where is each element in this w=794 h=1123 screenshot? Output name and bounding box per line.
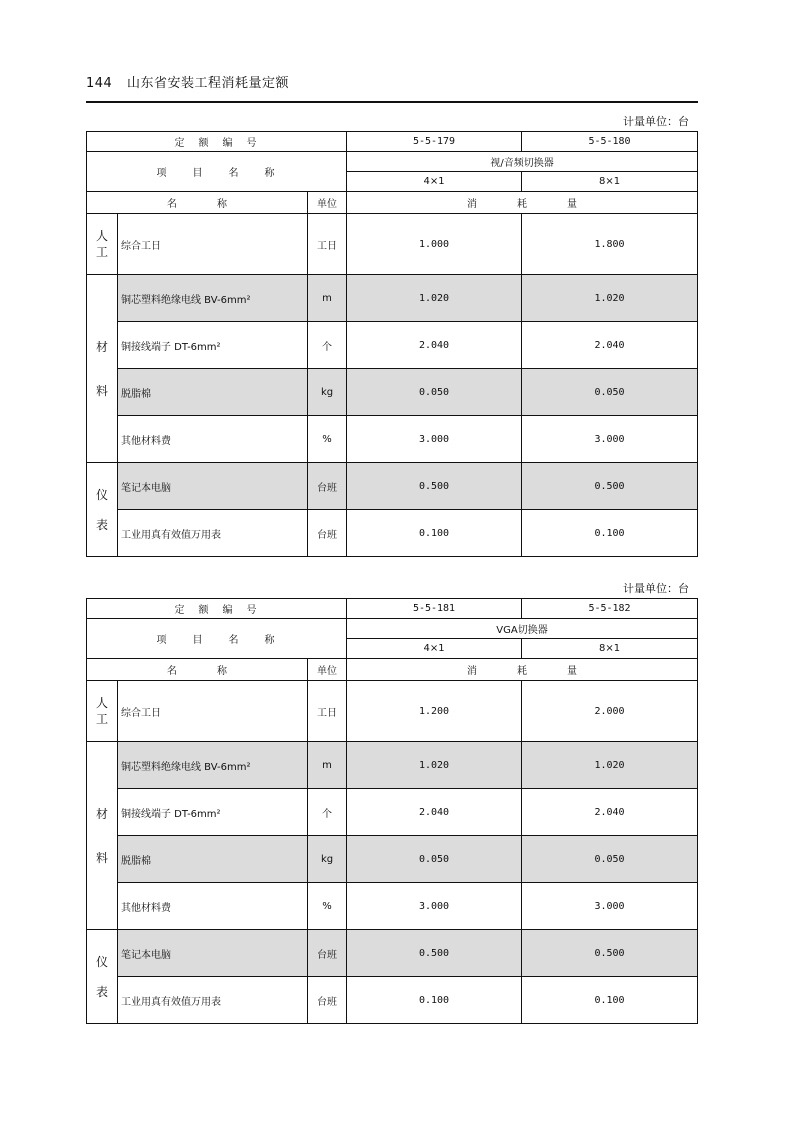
category-char: 工 xyxy=(95,712,108,726)
row-value: 0.100 xyxy=(522,977,698,1024)
row-name: 其他材料费 xyxy=(118,883,308,930)
quota-code: 5-5-182 xyxy=(522,599,698,619)
row-value: 1.020 xyxy=(347,275,522,322)
row-value: 0.050 xyxy=(522,369,698,416)
unit-label: 计量单位：台 xyxy=(623,115,689,128)
name-col-header: 名 称 xyxy=(87,192,308,214)
row-value: 1.200 xyxy=(347,681,522,742)
row-name: 铜芯塑料绝缘电线 BV-6mm² xyxy=(118,742,308,789)
row-name: 铜接线端子 DT-6mm² xyxy=(118,789,308,836)
unit-label: 计量单位：台 xyxy=(623,582,689,595)
page-number: 144 xyxy=(86,76,113,91)
consumption-col-header: 消 耗 量 xyxy=(347,192,698,214)
header-rule xyxy=(86,101,698,103)
page-header xyxy=(86,72,289,91)
row-value: 0.050 xyxy=(347,836,522,883)
row-value: 3.000 xyxy=(347,416,522,463)
spec: 4×1 xyxy=(347,172,522,192)
category-labor xyxy=(87,681,118,742)
category-char: 人 xyxy=(95,229,108,243)
row-unit: 台班 xyxy=(308,463,347,510)
category-char: 人 xyxy=(95,696,108,710)
quota-code: 5-5-179 xyxy=(347,132,522,152)
row-unit: 台班 xyxy=(308,510,347,557)
row-value: 3.000 xyxy=(347,883,522,930)
category-char: 表 xyxy=(95,984,108,999)
spec: 4×1 xyxy=(347,639,522,659)
category-labor xyxy=(87,214,118,275)
row-unit: m xyxy=(308,275,347,322)
row-name: 脱脂棉 xyxy=(118,369,308,416)
category-char: 仪 xyxy=(95,487,108,502)
row-value: 0.100 xyxy=(347,510,522,557)
row-name: 脱脂棉 xyxy=(118,836,308,883)
quota-number-label: 定 额 编 号 xyxy=(87,132,347,152)
quota-number-label: 定 额 编 号 xyxy=(87,599,347,619)
category-char: 表 xyxy=(95,517,108,532)
row-unit: % xyxy=(308,883,347,930)
row-name: 铜芯塑料绝缘电线 BV-6mm² xyxy=(118,275,308,322)
row-unit: kg xyxy=(308,369,347,416)
category-instrument xyxy=(87,463,118,557)
row-value: 3.000 xyxy=(522,416,698,463)
row-unit: kg xyxy=(308,836,347,883)
name-col-header: 名 称 xyxy=(87,659,308,681)
row-unit: % xyxy=(308,416,347,463)
row-name: 综合工日 xyxy=(118,681,308,742)
row-value: 2.040 xyxy=(522,322,698,369)
row-value: 1.020 xyxy=(522,742,698,789)
device-name: VGA切换器 xyxy=(347,619,698,639)
category-char: 工 xyxy=(95,245,108,259)
unit-col-header: 单位 xyxy=(308,192,347,214)
row-value: 0.500 xyxy=(347,930,522,977)
book-title: 山东省安装工程消耗量定额 xyxy=(126,76,289,91)
category-material xyxy=(87,742,118,930)
item-name-label: 项 目 名 称 xyxy=(87,619,347,659)
row-name: 其他材料费 xyxy=(118,416,308,463)
row-value: 2.000 xyxy=(522,681,698,742)
quota-code: 5-5-180 xyxy=(522,132,698,152)
category-char: 仪 xyxy=(95,954,108,969)
row-value: 0.050 xyxy=(347,369,522,416)
row-name: 笔记本电脑 xyxy=(118,930,308,977)
row-value: 0.500 xyxy=(347,463,522,510)
category-material xyxy=(87,275,118,463)
unit-col-header: 单位 xyxy=(308,659,347,681)
spec: 8×1 xyxy=(522,639,698,659)
category-char: 料 xyxy=(95,383,108,398)
category-char: 材 xyxy=(95,806,108,821)
row-value: 0.500 xyxy=(522,930,698,977)
row-value: 0.100 xyxy=(522,510,698,557)
category-char: 料 xyxy=(95,850,108,865)
row-unit: 台班 xyxy=(308,977,347,1024)
row-value: 0.100 xyxy=(347,977,522,1024)
quota-code: 5-5-181 xyxy=(347,599,522,619)
quota-table-2 xyxy=(86,598,698,1024)
row-value: 0.050 xyxy=(522,836,698,883)
row-unit: 工日 xyxy=(308,681,347,742)
row-unit: 个 xyxy=(308,789,347,836)
row-name: 工业用真有效值万用表 xyxy=(118,977,308,1024)
spec: 8×1 xyxy=(522,172,698,192)
row-value: 2.040 xyxy=(347,789,522,836)
row-value: 2.040 xyxy=(347,322,522,369)
row-unit: 台班 xyxy=(308,930,347,977)
row-name: 综合工日 xyxy=(118,214,308,275)
row-unit: m xyxy=(308,742,347,789)
category-char: 材 xyxy=(95,339,108,354)
quota-table-1 xyxy=(86,131,698,557)
row-value: 1.800 xyxy=(522,214,698,275)
consumption-col-header: 消 耗 量 xyxy=(347,659,698,681)
row-name: 工业用真有效值万用表 xyxy=(118,510,308,557)
device-name: 视/音频切换器 xyxy=(347,152,698,172)
row-value: 1.020 xyxy=(522,275,698,322)
category-instrument xyxy=(87,930,118,1024)
row-unit: 工日 xyxy=(308,214,347,275)
row-value: 1.000 xyxy=(347,214,522,275)
row-name: 笔记本电脑 xyxy=(118,463,308,510)
row-value: 0.500 xyxy=(522,463,698,510)
row-value: 2.040 xyxy=(522,789,698,836)
row-name: 铜接线端子 DT-6mm² xyxy=(118,322,308,369)
row-value: 1.020 xyxy=(347,742,522,789)
row-unit: 个 xyxy=(308,322,347,369)
item-name-label: 项 目 名 称 xyxy=(87,152,347,192)
row-value: 3.000 xyxy=(522,883,698,930)
